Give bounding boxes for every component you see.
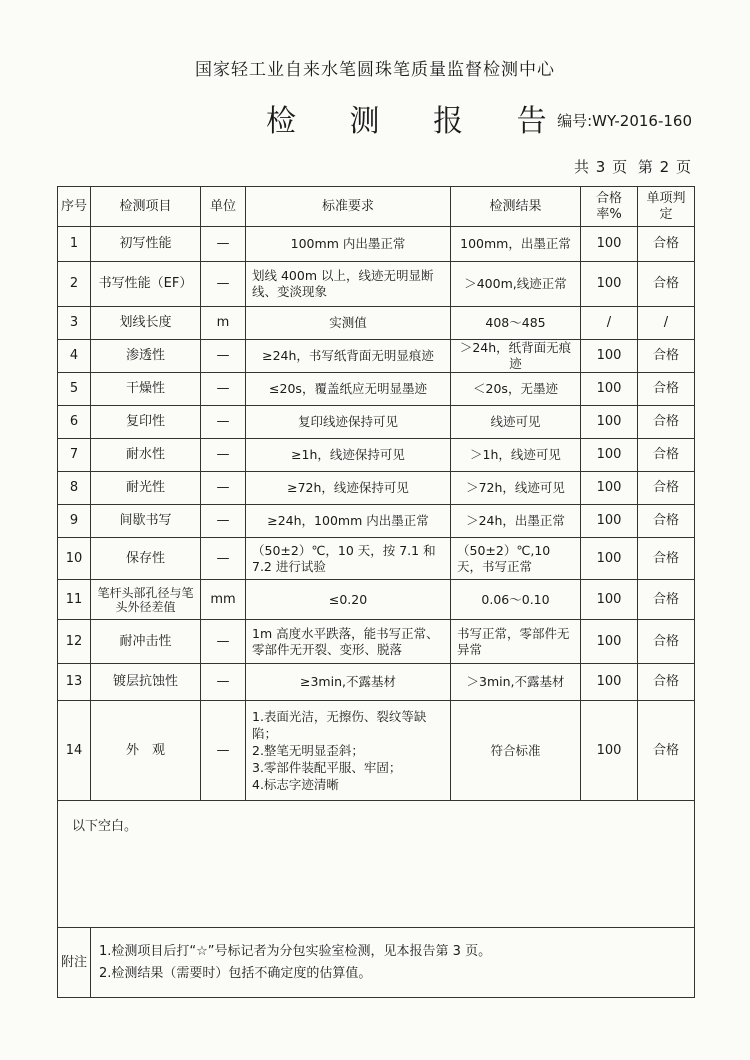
requirement-line: 4.标志字迹清晰 [252,777,339,792]
row-rate: 100 [581,373,638,406]
row-unit: — [201,664,246,701]
row-verdict: 合格 [638,472,695,505]
organization-name: 国家轻工业自来水笔圆珠笔质量监督检测中心 [195,60,555,80]
requirement-line: 2.整笔无明显歪斜； [252,743,364,758]
report-title: 检 测 报 告 [266,104,569,139]
row-requirement: ≥3min,不露基材 [246,664,451,701]
row-no: 4 [58,340,91,373]
row-item: 初写性能 [91,227,201,262]
row-verdict: 合格 [638,439,695,472]
table-header-row [58,187,695,227]
blank-note: 以下空白。 [58,801,695,928]
row-verdict: 合格 [638,406,695,439]
table-row [58,505,695,538]
row-result: 100mm，出墨正常 [451,227,581,262]
row-verdict: 合格 [638,262,695,307]
report-number: 编号:WY-2016-160 [557,112,692,130]
row-result: ＞24h，出墨正常 [451,505,581,538]
col-header-result: 检测结果 [451,187,581,227]
note-line: 2.检测结果（需要时）包括不确定度的估算值。 [99,965,372,981]
row-unit: — [201,439,246,472]
row-item: 间歇书写 [91,505,201,538]
row-item: 保存性 [91,538,201,580]
notes-row [58,928,695,998]
row-item: 耐光性 [91,472,201,505]
row-result: 408～485 [451,307,581,340]
row-result: ＞72h，线迹可见 [451,472,581,505]
row-no: 9 [58,505,91,538]
row-verdict: / [638,307,695,340]
row-no: 3 [58,307,91,340]
row-item: 干燥性 [91,373,201,406]
row-requirement: ≤0.20 [246,580,451,620]
row-rate: 100 [581,439,638,472]
row-item: 耐水性 [91,439,201,472]
table-row [58,307,695,340]
row-no: 13 [58,664,91,701]
row-unit: — [201,701,246,801]
row-item: 耐冲击性 [91,620,201,664]
row-rate: 100 [581,227,638,262]
table-row [58,262,695,307]
row-rate: 100 [581,262,638,307]
row-result: ＞400m,线迹正常 [451,262,581,307]
row-no: 12 [58,620,91,664]
row-unit: — [201,262,246,307]
row-rate: 100 [581,701,638,801]
col-header-item: 检测项目 [91,187,201,227]
row-unit: — [201,406,246,439]
row-verdict: 合格 [638,505,695,538]
row-unit: m [201,307,246,340]
current-page: 第 2 页 [637,158,692,176]
row-item: 外 观 [91,701,201,801]
col-header-requirement: 标准要求 [246,187,451,227]
row-item: 渗透性 [91,340,201,373]
row-rate: 100 [581,664,638,701]
row-verdict: 合格 [638,701,695,801]
row-no: 2 [58,262,91,307]
table-row [58,439,695,472]
row-rate: 100 [581,538,638,580]
row-item: 镀层抗蚀性 [91,664,201,701]
row-unit: — [201,620,246,664]
table-row [58,580,695,620]
row-rate: 100 [581,472,638,505]
row-rate: / [581,307,638,340]
row-no: 7 [58,439,91,472]
table-row [58,373,695,406]
row-rate: 100 [581,505,638,538]
table-row [58,620,695,664]
row-rate: 100 [581,580,638,620]
row-verdict: 合格 [638,340,695,373]
row-requirement: 1m 高度水平跌落，能书写正常、零部件无开裂、变形、脱落 [246,620,451,664]
requirement-line: 3.零部件装配平服、牢固； [252,760,402,775]
row-item: 笔杆头部孔径与笔头外径差值 [91,580,201,620]
row-result: 符合标准 [451,701,581,801]
row-unit: — [201,505,246,538]
row-requirement: ≥24h，书写纸背面无明显痕迹 [246,340,451,373]
row-requirement: ≥24h，100mm 内出墨正常 [246,505,451,538]
row-result: 线迹可见 [451,406,581,439]
row-no: 5 [58,373,91,406]
row-verdict: 合格 [638,620,695,664]
row-requirement: ≤20s，覆盖纸应无明显墨迹 [246,373,451,406]
test-results-table [57,186,695,998]
table-row [58,701,695,801]
row-result: ＞3min,不露基材 [451,664,581,701]
row-requirement: 划线 400m 以上，线迹无明显断线、变淡现象 [246,262,451,307]
blank-row [58,801,695,928]
row-unit: — [201,538,246,580]
row-no: 11 [58,580,91,620]
col-header-unit: 单位 [201,187,246,227]
row-requirement: 100mm 内出墨正常 [246,227,451,262]
total-pages: 共 3 页 [574,158,629,176]
row-rate: 100 [581,406,638,439]
row-requirement: （50±2）℃，10 天，按 7.1 和 7.2 进行试验 [246,538,451,580]
row-unit: mm [201,580,246,620]
row-result: 0.06～0.10 [451,580,581,620]
table-row [58,664,695,701]
notes-content [91,928,695,998]
row-result: （50±2）℃,10 天，书写正常 [451,538,581,580]
table-row [58,538,695,580]
row-requirement: 实测值 [246,307,451,340]
page-indicator [570,156,692,177]
row-verdict: 合格 [638,538,695,580]
row-verdict: 合格 [638,227,695,262]
row-result: ＞1h，线迹可见 [451,439,581,472]
table-row [58,472,695,505]
row-unit: — [201,373,246,406]
row-verdict: 合格 [638,373,695,406]
row-unit: — [201,472,246,505]
row-unit: — [201,227,246,262]
note-line: 1.检测项目后打“☆”号标记者为分包实验室检测，见本报告第 3 页。 [99,943,492,959]
table-row [58,340,695,373]
table-row [58,406,695,439]
row-verdict: 合格 [638,664,695,701]
row-result: ＜20s，无墨迹 [451,373,581,406]
row-requirement: 复印线迹保持可见 [246,406,451,439]
row-rate: 100 [581,620,638,664]
row-unit: — [201,340,246,373]
row-no: 6 [58,406,91,439]
row-rate: 100 [581,340,638,373]
row-item: 复印性 [91,406,201,439]
row-requirement: ≥72h，线迹保持可见 [246,472,451,505]
row-requirement-list [246,701,451,801]
table-row [58,227,695,262]
col-header-verdict: 单项判定 [638,187,695,227]
row-requirement: ≥1h，线迹保持可见 [246,439,451,472]
row-no: 8 [58,472,91,505]
requirement-line: 1.表面光洁，无擦伤、裂纹等缺陷； [252,709,427,741]
row-item: 划线长度 [91,307,201,340]
row-result: ＞24h，纸背面无痕迹 [451,340,581,373]
row-item: 书写性能（EF） [91,262,201,307]
row-result: 书写正常，零部件无异常 [451,620,581,664]
row-verdict: 合格 [638,580,695,620]
notes-label: 附注 [58,928,91,998]
col-header-no: 序号 [58,187,91,227]
row-no: 1 [58,227,91,262]
col-header-rate: 合格率% [581,187,638,227]
row-no: 10 [58,538,91,580]
row-no: 14 [58,701,91,801]
